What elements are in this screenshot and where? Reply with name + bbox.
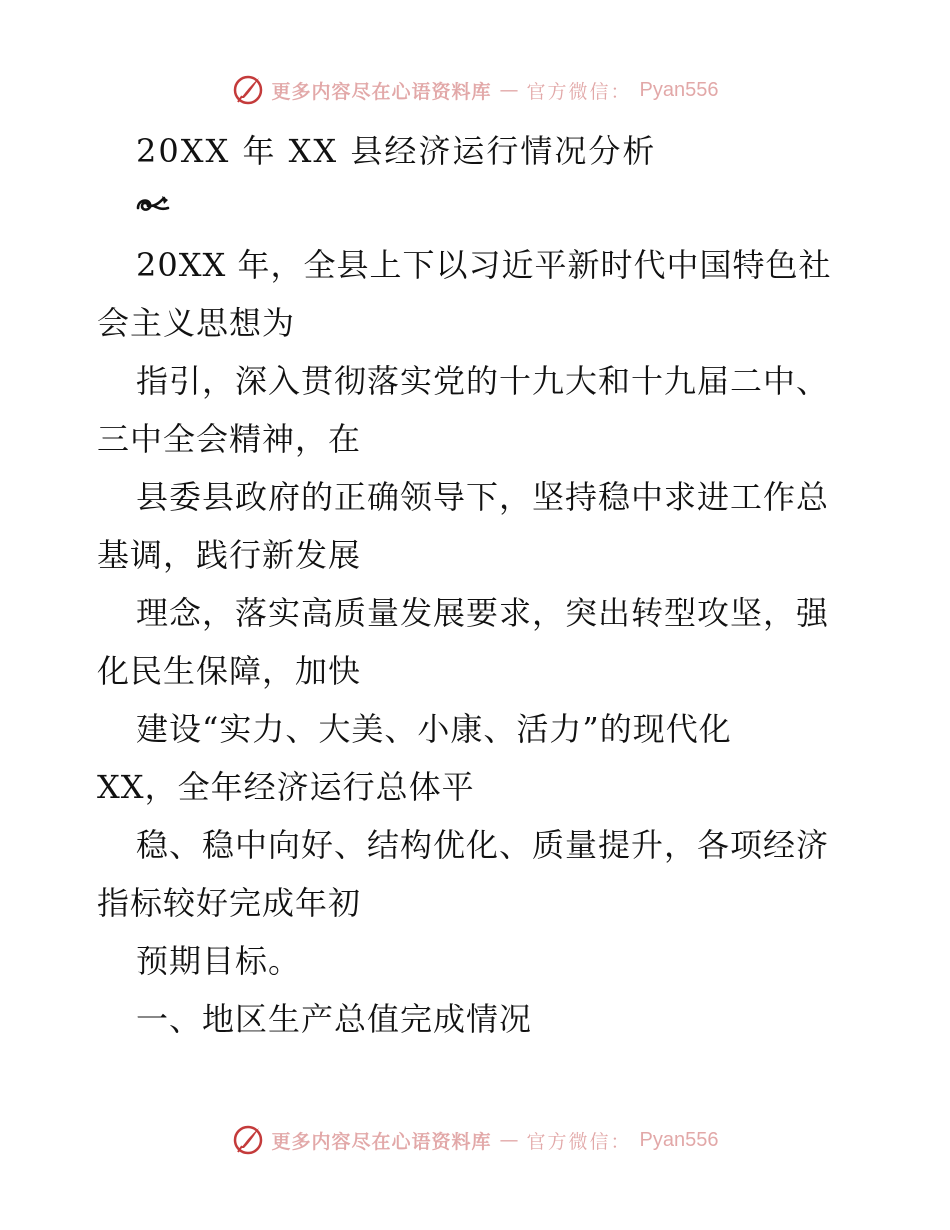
paragraph-line: 理念，落实高质量发展要求，突出转型攻坚，强: [136, 594, 830, 632]
section-heading: 一、地区生产总值完成情况: [136, 1000, 533, 1038]
paragraph-line: 指标较好完成年初: [97, 884, 362, 922]
watermark-official-label: 官方微信：: [526, 80, 632, 103]
ornament-icon: [132, 190, 174, 220]
quill-logo-icon: [232, 74, 264, 106]
watermark-wechat-id: Pyan556: [639, 1128, 719, 1151]
watermark-wechat-id: Pyan556: [639, 78, 719, 101]
header-watermark: [0, 70, 950, 110]
quill-logo-icon: [232, 1124, 264, 1156]
paragraph-line: 预期目标。: [136, 942, 302, 980]
paragraph-line: 化民生保障，加快: [97, 652, 362, 690]
document-body: [97, 236, 857, 1048]
paragraph-line: 县委县政府的正确领导下，坚持稳中求进工作总: [136, 478, 830, 516]
paragraph-line: 建设“实力、大美、小康、活力”的现代化: [136, 710, 732, 748]
footer-watermark: [0, 1120, 950, 1160]
paragraph-line: 稳、稳中向好、结构优化、质量提升，各项经济: [136, 826, 830, 864]
watermark-brand-text: 更多内容尽在心语资料库: [271, 1130, 492, 1153]
watermark-brand-text: 更多内容尽在心语资料库: [271, 80, 492, 103]
watermark-official-label: 官方微信：: [526, 1130, 632, 1153]
document-title: 20XX 年 XX 县经济运行情况分析: [136, 132, 657, 170]
paragraph-line: 20XX 年，全县上下以习近平新时代中国特色社: [136, 246, 832, 284]
paragraph-line: XX，全年经济运行总体平: [97, 768, 475, 806]
paragraph-line: 基调，践行新发展: [97, 536, 362, 574]
paragraph-line: 三中全会精神，在: [97, 420, 362, 458]
paragraph-line: 会主义思想为: [97, 304, 296, 342]
paragraph-line: 指引，深入贯彻落实党的十九大和十九届二中、: [136, 362, 830, 400]
watermark-dash: —: [499, 79, 519, 101]
watermark-dash: —: [499, 1129, 519, 1151]
